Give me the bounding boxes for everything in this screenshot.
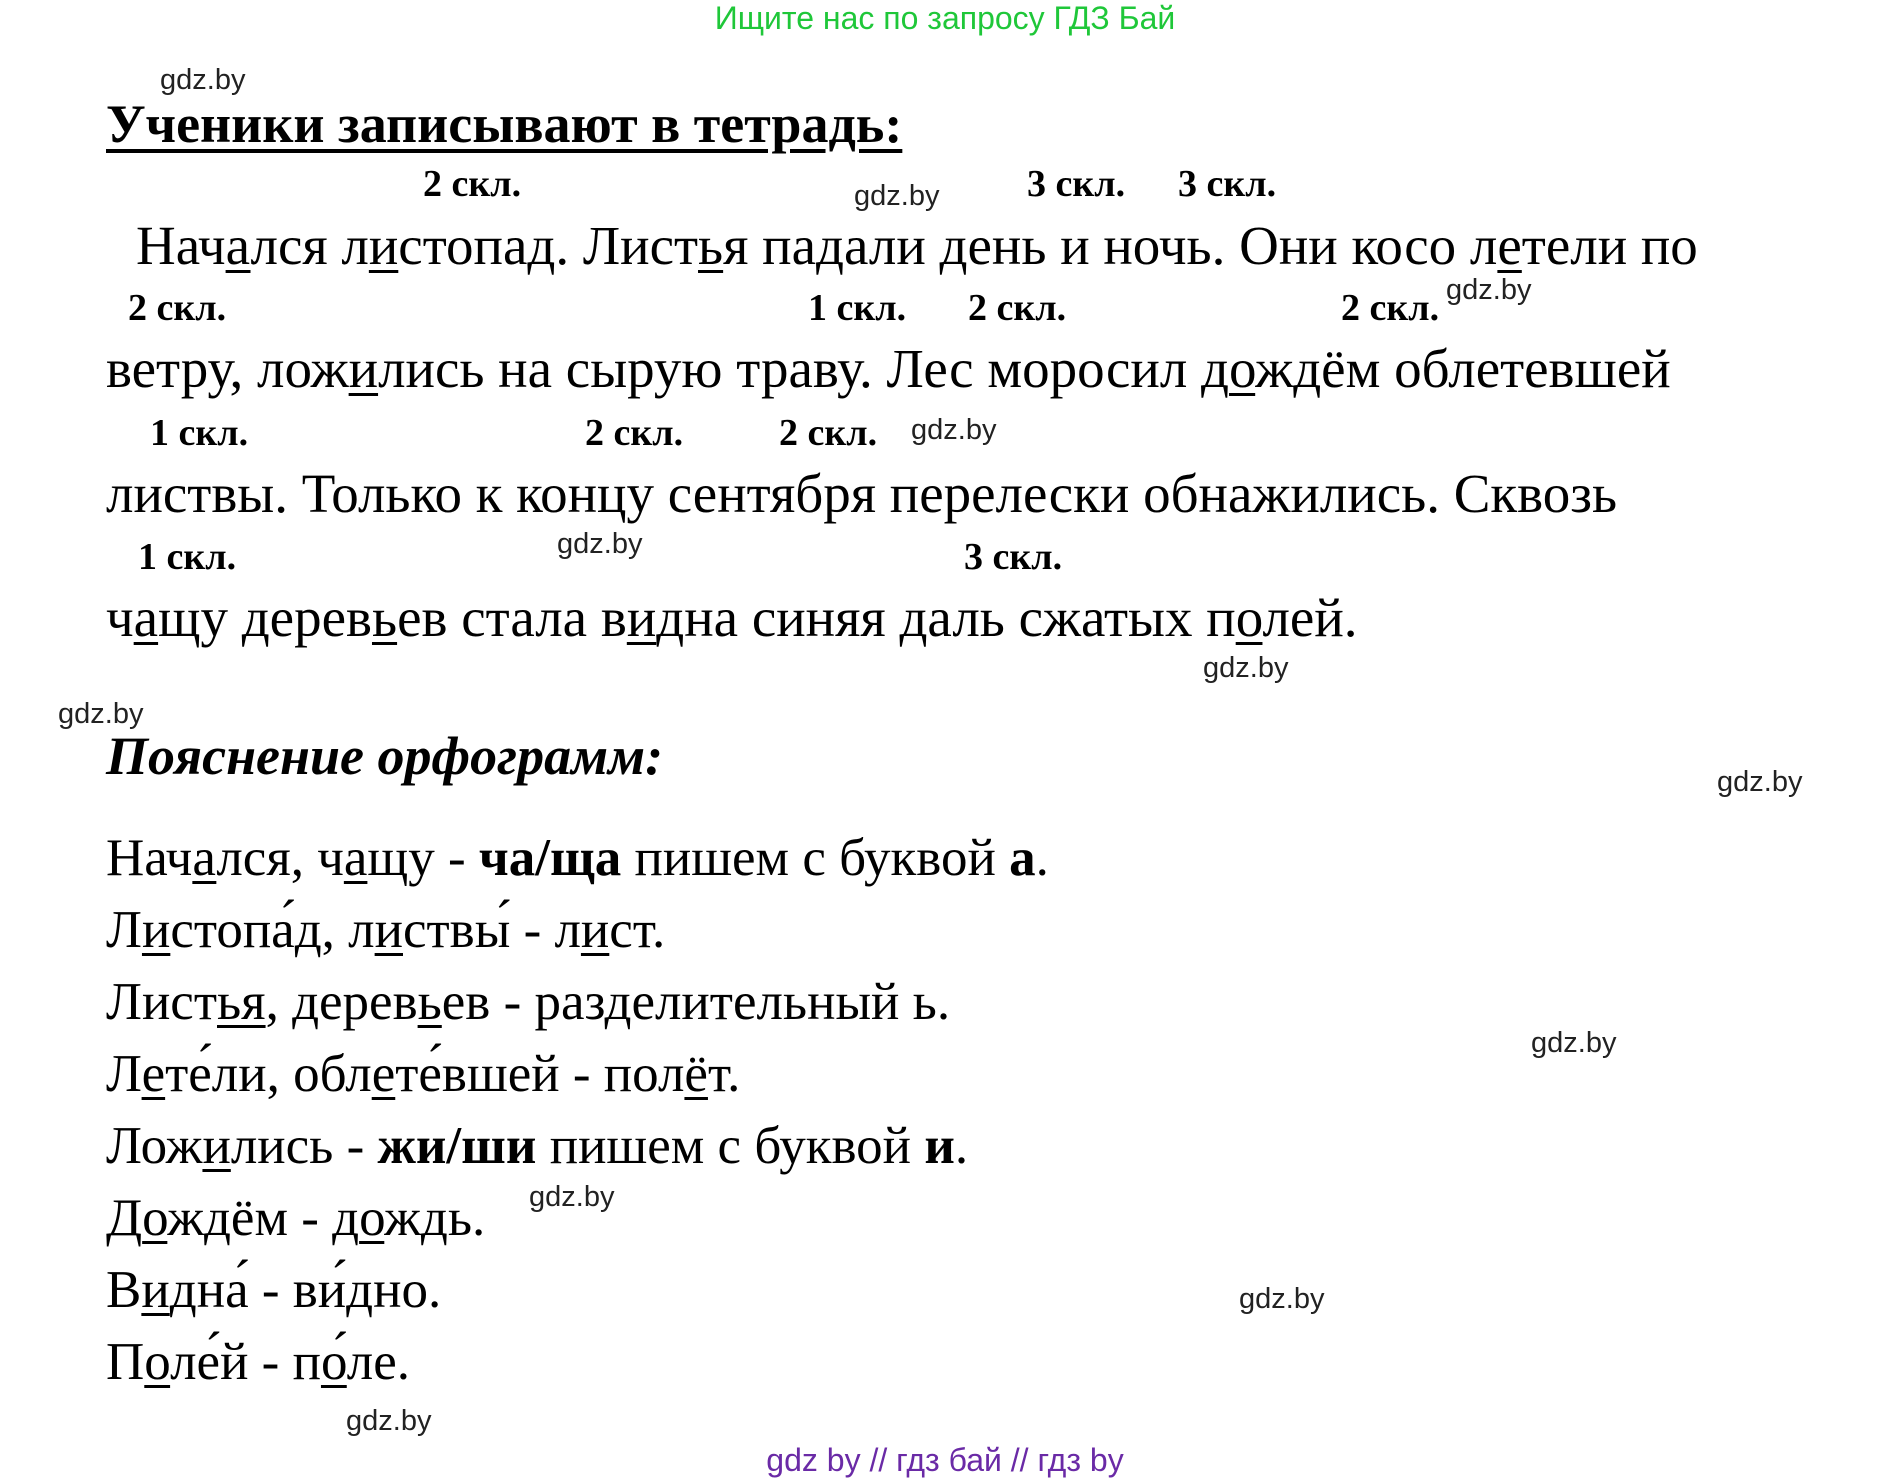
- page-title: Ученики записывают в тетрадь:: [106, 94, 903, 154]
- text-line-4: чащу деревьев стала видна синяя даль сжатых полей.: [106, 587, 1358, 648]
- watermark: gdz.by: [1446, 274, 1532, 306]
- explanation-line: Ложились - жи/ши пишем с буквой и.: [106, 1117, 969, 1175]
- footer-links[interactable]: gdz by // гдз бай // гдз by: [766, 1442, 1124, 1478]
- top-banner[interactable]: Ищите нас по запросу ГДЗ Бай: [714, 0, 1176, 36]
- case-label: 1 скл.: [808, 287, 907, 329]
- case-label: 2 скл.: [779, 412, 878, 454]
- watermark: gdz.by: [160, 64, 246, 96]
- explanation-line: Листопа́д, листвы́ - лист.: [106, 901, 666, 959]
- explanation-line: Дождём - дождь.: [106, 1189, 486, 1247]
- watermark: gdz.by: [854, 180, 940, 212]
- watermark: gdz.by: [911, 414, 997, 446]
- explanation-line: Лете́ли, облете́вшей - полёт.: [106, 1045, 741, 1103]
- explanation-line: Листья, деревьев - разделительный ь.: [106, 973, 951, 1031]
- explanation-line: Видна́ - ви́дно.: [106, 1261, 442, 1319]
- watermark: gdz.by: [58, 698, 144, 730]
- case-label: 1 скл.: [150, 412, 249, 454]
- watermark: gdz.by: [529, 1181, 615, 1213]
- text-line-2: ветру, ложились на сырую траву. Лес моросил дождём облетевшей: [106, 338, 1671, 399]
- watermark: gdz.by: [346, 1405, 432, 1437]
- case-label: 2 скл.: [968, 287, 1067, 329]
- text-line-1: Начался листопад. Листья падали день и ночь. Они косо летели по: [136, 215, 1698, 276]
- watermark: gdz.by: [557, 528, 643, 560]
- case-label: 2 скл.: [423, 163, 522, 205]
- watermark: gdz.by: [1239, 1283, 1325, 1315]
- case-label: 3 скл.: [964, 536, 1063, 578]
- watermark: gdz.by: [1203, 652, 1289, 684]
- case-label: 2 скл.: [128, 287, 227, 329]
- case-label: 2 скл.: [585, 412, 684, 454]
- case-label: 2 скл.: [1341, 287, 1440, 329]
- explanation-heading: Пояснение орфограмм:: [106, 726, 664, 786]
- explanation-line: Начался, чащу - ча/ща пишем с буквой а.: [106, 829, 1049, 887]
- text-line-3: листвы. Только к концу сентября перелески обнажились. Сквозь: [106, 463, 1618, 524]
- explanation-line: Поле́й - по́ле.: [106, 1333, 410, 1391]
- watermark: gdz.by: [1717, 766, 1803, 798]
- watermark: gdz.by: [1531, 1027, 1617, 1059]
- case-label: 1 скл.: [138, 536, 237, 578]
- case-label: 3 скл.: [1027, 163, 1126, 205]
- case-label: 3 скл.: [1178, 163, 1277, 205]
